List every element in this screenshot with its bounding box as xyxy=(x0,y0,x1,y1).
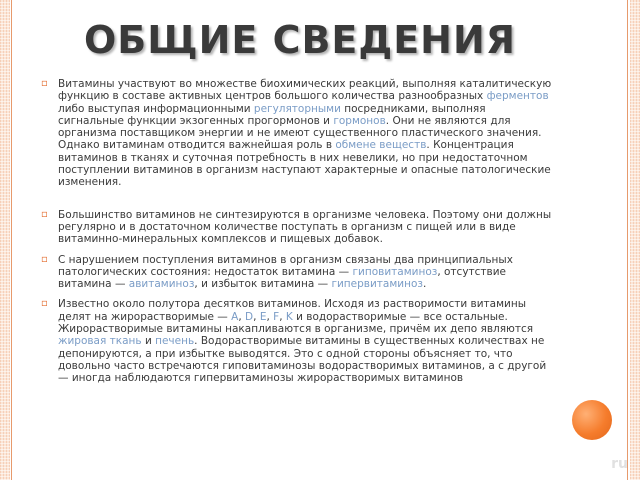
left-decorative-border xyxy=(0,0,10,480)
bullet-icon: ▫ xyxy=(41,78,48,89)
left-border-rule xyxy=(11,0,12,480)
link-hypervitaminosis[interactable]: гипервитаминоз xyxy=(331,278,423,291)
link-vitamin-k[interactable]: K xyxy=(285,310,293,323)
link-vitamin-f[interactable]: F xyxy=(273,310,280,323)
paragraph-text: Известно около полутора десятков витаминов. Исходя из растворимости витамины делят на жирорастворимые — A, D, E, F, K и водорастворимые — все остальные. Жирорастворимые витамины накапливаются в организме, причём их депо являются жировая ткань и печень. Водорастворимые витамины в существенных количествах не депонируются, а при избытке выводятся. Это с одной стороны объясняет то, что довольно часто встречаются гиповитаминозы водорастворимых витаминов, а с другой — иногда наблюдаются гипервитаминозы жирорастворимых витаминов xyxy=(58,298,547,385)
bullet-icon: ▫ xyxy=(41,208,48,220)
link-vitamin-d[interactable]: D xyxy=(245,310,254,323)
paragraph-text: Большинство витаминов не синтезируются в организме человека. Поэтому они должны регулярно и в достаточном количестве поступать в организм с пищей или в виде витаминно-минеральных комплексов и пищевых добавок. xyxy=(58,208,552,246)
right-border-rule xyxy=(627,0,628,480)
bullet-item-pathologies xyxy=(38,254,554,291)
paragraph-text: С нарушением поступления витаминов в организм связаны два принципиальных патологических состояния: недостаток витамина — гиповитаминоз, отсутствие витамина — авитаминоз, и избыток витамина — гипервитаминоз. xyxy=(58,253,513,291)
decorative-orange-circle xyxy=(572,400,612,440)
bullet-item-dietary-intake xyxy=(38,209,554,246)
link-adipose-tissue[interactable]: жировая ткань xyxy=(58,335,142,348)
link-avitaminosis[interactable]: авитаминоз xyxy=(128,278,195,291)
link-enzymes[interactable]: ферментов xyxy=(486,90,549,103)
right-decorative-border xyxy=(630,0,640,480)
watermark: ru xyxy=(611,456,628,472)
link-metabolism[interactable]: обмене веществ xyxy=(335,139,427,152)
bullet-item-vitamin-functions xyxy=(38,78,554,201)
link-hormones[interactable]: гормонов xyxy=(333,114,386,127)
bullet-icon: ▫ xyxy=(41,253,48,265)
bullet-list xyxy=(38,78,554,393)
bullet-item-solubility xyxy=(38,298,554,384)
empty-line xyxy=(58,189,554,201)
link-liver[interactable]: печень xyxy=(155,335,195,348)
link-vitamin-a[interactable]: A xyxy=(231,310,239,323)
paragraph-text: Витамины участвуют во множестве биохимических реакций, выполняя каталитическую функцию в составе активных центров большого количества разнообразных ферментов либо выступая информационными регуляторными посредниками, выполняя сигнальные функции экзогенных прогормонов и гормонов. Они не являются для организма поставщиком энергии и не имеют существенного пластического значения. Однако витаминам отводится важнейшая роль в обмене веществ. Концентрация витаминов в тканях и суточная потребность в них невелики, но при недостаточном поступлении витаминов в организм наступают характерные и опасные патологические изменения. xyxy=(58,78,552,189)
bullet-icon: ▫ xyxy=(41,298,48,310)
link-vitamin-e[interactable]: E xyxy=(259,310,267,323)
link-regulatory[interactable]: регуляторными xyxy=(253,102,341,115)
slide-title: ОБЩИЕ СВЕДЕНИЯ xyxy=(83,18,517,62)
link-hypovitaminosis[interactable]: гиповитаминоз xyxy=(352,265,438,278)
